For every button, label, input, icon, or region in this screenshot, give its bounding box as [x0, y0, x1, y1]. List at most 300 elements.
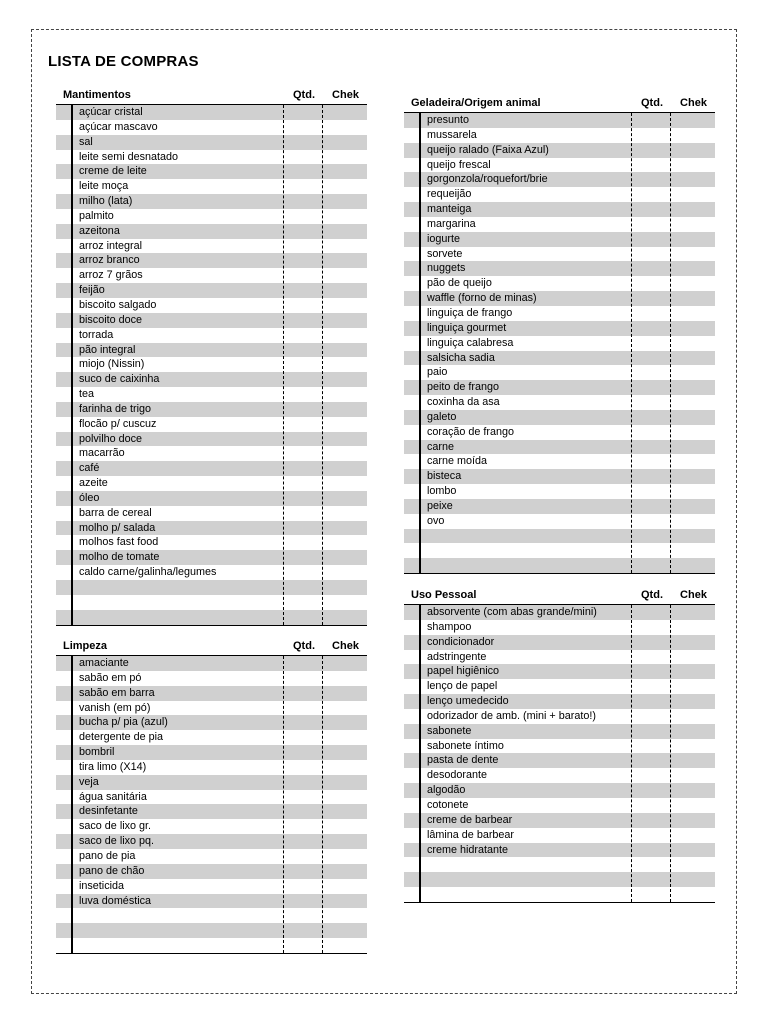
qtd-cell[interactable]: [632, 543, 672, 558]
qtd-input[interactable]: [286, 939, 320, 951]
qtd-cell[interactable]: [284, 849, 324, 864]
qtd-cell[interactable]: [284, 446, 324, 461]
chek-cell[interactable]: [324, 834, 367, 849]
chek-cell[interactable]: [672, 872, 715, 887]
qtd-input[interactable]: [286, 746, 320, 758]
chek-cell[interactable]: [672, 887, 715, 902]
chek-cell[interactable]: [672, 620, 715, 635]
qtd-cell[interactable]: [284, 239, 324, 254]
chek-cell[interactable]: [324, 775, 367, 790]
chek-cell[interactable]: [672, 798, 715, 813]
qtd-input[interactable]: [634, 665, 668, 677]
chek-cell[interactable]: [672, 158, 715, 173]
qtd-cell[interactable]: [632, 484, 672, 499]
qtd-input[interactable]: [634, 426, 668, 438]
qtd-cell[interactable]: [284, 209, 324, 224]
qtd-input[interactable]: [634, 814, 668, 826]
chek-cell[interactable]: [324, 535, 367, 550]
qtd-cell[interactable]: [284, 506, 324, 521]
qtd-input[interactable]: [286, 195, 320, 207]
qtd-cell[interactable]: [284, 224, 324, 239]
chek-cell[interactable]: [324, 164, 367, 179]
chek-cell[interactable]: [324, 671, 367, 686]
qtd-cell[interactable]: [284, 387, 324, 402]
qtd-input[interactable]: [634, 544, 668, 556]
qtd-cell[interactable]: [632, 306, 672, 321]
qtd-input[interactable]: [286, 566, 320, 578]
chek-cell[interactable]: [324, 476, 367, 491]
qtd-input[interactable]: [634, 455, 668, 467]
qtd-input[interactable]: [634, 277, 668, 289]
qtd-cell[interactable]: [632, 454, 672, 469]
qtd-cell[interactable]: [632, 113, 672, 128]
qtd-cell[interactable]: [284, 417, 324, 432]
qtd-cell[interactable]: [284, 253, 324, 268]
chek-cell[interactable]: [672, 739, 715, 754]
chek-cell[interactable]: [324, 864, 367, 879]
qtd-cell[interactable]: [284, 686, 324, 701]
chek-cell[interactable]: [672, 709, 715, 724]
qtd-cell[interactable]: [284, 760, 324, 775]
qtd-input[interactable]: [634, 233, 668, 245]
qtd-cell[interactable]: [632, 857, 672, 872]
chek-cell[interactable]: [324, 432, 367, 447]
chek-cell[interactable]: [672, 113, 715, 128]
qtd-cell[interactable]: [284, 343, 324, 358]
chek-cell[interactable]: [672, 187, 715, 202]
chek-cell[interactable]: [324, 179, 367, 194]
qtd-cell[interactable]: [632, 128, 672, 143]
qtd-input[interactable]: [634, 144, 668, 156]
chek-cell[interactable]: [324, 120, 367, 135]
chek-cell[interactable]: [324, 491, 367, 506]
qtd-input[interactable]: [286, 850, 320, 862]
chek-cell[interactable]: [324, 298, 367, 313]
qtd-cell[interactable]: [284, 535, 324, 550]
chek-cell[interactable]: [672, 828, 715, 843]
chek-cell[interactable]: [324, 357, 367, 372]
qtd-cell[interactable]: [632, 887, 672, 902]
chek-cell[interactable]: [672, 321, 715, 336]
qtd-input[interactable]: [286, 776, 320, 788]
qtd-input[interactable]: [286, 329, 320, 341]
qtd-cell[interactable]: [632, 739, 672, 754]
qtd-input[interactable]: [634, 636, 668, 648]
qtd-cell[interactable]: [284, 164, 324, 179]
qtd-input[interactable]: [286, 447, 320, 459]
qtd-input[interactable]: [286, 314, 320, 326]
chek-cell[interactable]: [672, 351, 715, 366]
qtd-cell[interactable]: [284, 730, 324, 745]
chek-cell[interactable]: [672, 247, 715, 262]
qtd-cell[interactable]: [284, 894, 324, 909]
chek-cell[interactable]: [672, 768, 715, 783]
chek-cell[interactable]: [324, 105, 367, 120]
qtd-input[interactable]: [286, 880, 320, 892]
qtd-input[interactable]: [634, 606, 668, 618]
qtd-input[interactable]: [634, 621, 668, 633]
qtd-input[interactable]: [634, 114, 668, 126]
qtd-cell[interactable]: [284, 834, 324, 849]
qtd-cell[interactable]: [284, 105, 324, 120]
chek-cell[interactable]: [672, 650, 715, 665]
qtd-cell[interactable]: [284, 402, 324, 417]
qtd-input[interactable]: [634, 754, 668, 766]
qtd-input[interactable]: [286, 344, 320, 356]
chek-cell[interactable]: [672, 724, 715, 739]
chek-cell[interactable]: [672, 469, 715, 484]
qtd-input[interactable]: [286, 225, 320, 237]
qtd-cell[interactable]: [284, 775, 324, 790]
qtd-cell[interactable]: [284, 491, 324, 506]
qtd-cell[interactable]: [632, 620, 672, 635]
qtd-input[interactable]: [286, 687, 320, 699]
qtd-cell[interactable]: [632, 650, 672, 665]
qtd-input[interactable]: [286, 835, 320, 847]
qtd-input[interactable]: [634, 500, 668, 512]
qtd-input[interactable]: [286, 477, 320, 489]
qtd-input[interactable]: [286, 507, 320, 519]
chek-cell[interactable]: [672, 843, 715, 858]
chek-cell[interactable]: [324, 283, 367, 298]
qtd-cell[interactable]: [632, 768, 672, 783]
qtd-input[interactable]: [286, 581, 320, 593]
chek-cell[interactable]: [672, 217, 715, 232]
qtd-cell[interactable]: [284, 194, 324, 209]
chek-cell[interactable]: [672, 291, 715, 306]
qtd-input[interactable]: [286, 731, 320, 743]
chek-cell[interactable]: [324, 343, 367, 358]
chek-cell[interactable]: [672, 543, 715, 558]
qtd-cell[interactable]: [284, 580, 324, 595]
qtd-cell[interactable]: [284, 565, 324, 580]
qtd-cell[interactable]: [284, 864, 324, 879]
qtd-cell[interactable]: [632, 664, 672, 679]
chek-cell[interactable]: [672, 605, 715, 620]
qtd-input[interactable]: [286, 924, 320, 936]
qtd-cell[interactable]: [284, 701, 324, 716]
chek-cell[interactable]: [324, 402, 367, 417]
chek-cell[interactable]: [672, 365, 715, 380]
qtd-cell[interactable]: [632, 261, 672, 276]
qtd-cell[interactable]: [632, 351, 672, 366]
qtd-input[interactable]: [634, 710, 668, 722]
chek-cell[interactable]: [672, 484, 715, 499]
qtd-input[interactable]: [286, 433, 320, 445]
chek-cell[interactable]: [672, 128, 715, 143]
qtd-cell[interactable]: [284, 521, 324, 536]
qtd-cell[interactable]: [284, 550, 324, 565]
qtd-cell[interactable]: [284, 461, 324, 476]
qtd-cell[interactable]: [632, 783, 672, 798]
chek-cell[interactable]: [324, 135, 367, 150]
qtd-input[interactable]: [286, 388, 320, 400]
qtd-cell[interactable]: [284, 879, 324, 894]
qtd-input[interactable]: [634, 129, 668, 141]
qtd-input[interactable]: [634, 784, 668, 796]
qtd-input[interactable]: [286, 418, 320, 430]
qtd-cell[interactable]: [284, 150, 324, 165]
chek-cell[interactable]: [324, 461, 367, 476]
chek-cell[interactable]: [324, 328, 367, 343]
chek-cell[interactable]: [324, 521, 367, 536]
qtd-cell[interactable]: [284, 476, 324, 491]
chek-cell[interactable]: [324, 894, 367, 909]
chek-cell[interactable]: [324, 580, 367, 595]
chek-cell[interactable]: [672, 232, 715, 247]
qtd-cell[interactable]: [284, 745, 324, 760]
qtd-cell[interactable]: [284, 328, 324, 343]
qtd-input[interactable]: [634, 530, 668, 542]
qtd-cell[interactable]: [632, 724, 672, 739]
qtd-input[interactable]: [634, 396, 668, 408]
qtd-cell[interactable]: [284, 804, 324, 819]
qtd-input[interactable]: [634, 262, 668, 274]
chek-cell[interactable]: [672, 499, 715, 514]
qtd-cell[interactable]: [284, 790, 324, 805]
chek-cell[interactable]: [672, 694, 715, 709]
qtd-cell[interactable]: [632, 425, 672, 440]
qtd-cell[interactable]: [632, 843, 672, 858]
qtd-input[interactable]: [286, 820, 320, 832]
qtd-input[interactable]: [286, 909, 320, 921]
qtd-cell[interactable]: [284, 120, 324, 135]
qtd-input[interactable]: [286, 180, 320, 192]
qtd-input[interactable]: [286, 865, 320, 877]
qtd-cell[interactable]: [284, 268, 324, 283]
qtd-input[interactable]: [286, 492, 320, 504]
qtd-input[interactable]: [286, 536, 320, 548]
chek-cell[interactable]: [672, 202, 715, 217]
chek-cell[interactable]: [672, 454, 715, 469]
qtd-input[interactable]: [286, 702, 320, 714]
qtd-cell[interactable]: [632, 217, 672, 232]
qtd-input[interactable]: [286, 151, 320, 163]
qtd-input[interactable]: [286, 551, 320, 563]
qtd-cell[interactable]: [632, 514, 672, 529]
qtd-cell[interactable]: [632, 276, 672, 291]
qtd-cell[interactable]: [632, 395, 672, 410]
qtd-cell[interactable]: [632, 172, 672, 187]
qtd-input[interactable]: [634, 680, 668, 692]
chek-cell[interactable]: [324, 849, 367, 864]
qtd-input[interactable]: [286, 403, 320, 415]
qtd-input[interactable]: [286, 657, 320, 669]
chek-cell[interactable]: [324, 908, 367, 923]
chek-cell[interactable]: [324, 224, 367, 239]
qtd-input[interactable]: [634, 470, 668, 482]
qtd-input[interactable]: [634, 159, 668, 171]
qtd-input[interactable]: [634, 888, 668, 900]
chek-cell[interactable]: [324, 150, 367, 165]
qtd-input[interactable]: [634, 769, 668, 781]
chek-cell[interactable]: [672, 380, 715, 395]
qtd-input[interactable]: [286, 716, 320, 728]
qtd-input[interactable]: [634, 188, 668, 200]
qtd-cell[interactable]: [284, 283, 324, 298]
qtd-cell[interactable]: [632, 679, 672, 694]
qtd-input[interactable]: [286, 895, 320, 907]
qtd-input[interactable]: [634, 485, 668, 497]
chek-cell[interactable]: [324, 730, 367, 745]
qtd-input[interactable]: [634, 725, 668, 737]
chek-cell[interactable]: [324, 701, 367, 716]
qtd-cell[interactable]: [284, 179, 324, 194]
chek-cell[interactable]: [324, 268, 367, 283]
chek-cell[interactable]: [324, 506, 367, 521]
qtd-input[interactable]: [286, 254, 320, 266]
qtd-input[interactable]: [634, 829, 668, 841]
qtd-input[interactable]: [634, 307, 668, 319]
chek-cell[interactable]: [672, 143, 715, 158]
chek-cell[interactable]: [672, 425, 715, 440]
qtd-cell[interactable]: [284, 908, 324, 923]
qtd-input[interactable]: [634, 695, 668, 707]
chek-cell[interactable]: [324, 550, 367, 565]
chek-cell[interactable]: [672, 514, 715, 529]
qtd-cell[interactable]: [632, 321, 672, 336]
qtd-cell[interactable]: [284, 656, 324, 671]
qtd-input[interactable]: [286, 596, 320, 608]
chek-cell[interactable]: [672, 261, 715, 276]
qtd-input[interactable]: [634, 337, 668, 349]
chek-cell[interactable]: [324, 760, 367, 775]
qtd-cell[interactable]: [632, 365, 672, 380]
chek-cell[interactable]: [324, 239, 367, 254]
qtd-cell[interactable]: [632, 232, 672, 247]
chek-cell[interactable]: [672, 306, 715, 321]
chek-cell[interactable]: [324, 804, 367, 819]
qtd-cell[interactable]: [284, 923, 324, 938]
qtd-cell[interactable]: [632, 158, 672, 173]
chek-cell[interactable]: [672, 336, 715, 351]
chek-cell[interactable]: [672, 783, 715, 798]
qtd-cell[interactable]: [632, 143, 672, 158]
chek-cell[interactable]: [324, 715, 367, 730]
qtd-input[interactable]: [286, 240, 320, 252]
qtd-cell[interactable]: [284, 357, 324, 372]
qtd-cell[interactable]: [284, 715, 324, 730]
qtd-input[interactable]: [286, 791, 320, 803]
qtd-input[interactable]: [286, 761, 320, 773]
qtd-input[interactable]: [286, 672, 320, 684]
qtd-input[interactable]: [286, 106, 320, 118]
qtd-cell[interactable]: [284, 819, 324, 834]
qtd-input[interactable]: [286, 284, 320, 296]
qtd-cell[interactable]: [284, 671, 324, 686]
qtd-cell[interactable]: [284, 595, 324, 610]
chek-cell[interactable]: [324, 372, 367, 387]
chek-cell[interactable]: [324, 879, 367, 894]
chek-cell[interactable]: [672, 635, 715, 650]
qtd-cell[interactable]: [284, 432, 324, 447]
qtd-input[interactable]: [286, 462, 320, 474]
qtd-input[interactable]: [634, 411, 668, 423]
chek-cell[interactable]: [324, 387, 367, 402]
qtd-cell[interactable]: [632, 380, 672, 395]
chek-cell[interactable]: [324, 313, 367, 328]
qtd-input[interactable]: [286, 611, 320, 623]
qtd-input[interactable]: [286, 165, 320, 177]
chek-cell[interactable]: [324, 656, 367, 671]
qtd-cell[interactable]: [632, 798, 672, 813]
qtd-cell[interactable]: [632, 499, 672, 514]
chek-cell[interactable]: [324, 446, 367, 461]
qtd-cell[interactable]: [632, 247, 672, 262]
qtd-input[interactable]: [634, 173, 668, 185]
qtd-cell[interactable]: [632, 529, 672, 544]
qtd-input[interactable]: [286, 299, 320, 311]
qtd-input[interactable]: [286, 121, 320, 133]
qtd-cell[interactable]: [632, 410, 672, 425]
qtd-cell[interactable]: [284, 938, 324, 953]
chek-cell[interactable]: [324, 745, 367, 760]
chek-cell[interactable]: [672, 857, 715, 872]
chek-cell[interactable]: [324, 209, 367, 224]
qtd-input[interactable]: [286, 522, 320, 534]
qtd-input[interactable]: [634, 441, 668, 453]
qtd-input[interactable]: [634, 559, 668, 571]
chek-cell[interactable]: [324, 253, 367, 268]
qtd-cell[interactable]: [284, 135, 324, 150]
chek-cell[interactable]: [672, 172, 715, 187]
chek-cell[interactable]: [672, 813, 715, 828]
qtd-cell[interactable]: [632, 828, 672, 843]
qtd-cell[interactable]: [632, 558, 672, 573]
qtd-cell[interactable]: [632, 605, 672, 620]
chek-cell[interactable]: [672, 558, 715, 573]
qtd-input[interactable]: [634, 515, 668, 527]
chek-cell[interactable]: [672, 529, 715, 544]
qtd-input[interactable]: [634, 218, 668, 230]
chek-cell[interactable]: [324, 610, 367, 625]
chek-cell[interactable]: [324, 194, 367, 209]
qtd-cell[interactable]: [632, 291, 672, 306]
chek-cell[interactable]: [324, 417, 367, 432]
qtd-cell[interactable]: [284, 313, 324, 328]
chek-cell[interactable]: [324, 819, 367, 834]
chek-cell[interactable]: [324, 595, 367, 610]
qtd-cell[interactable]: [284, 372, 324, 387]
qtd-cell[interactable]: [632, 202, 672, 217]
chek-cell[interactable]: [672, 679, 715, 694]
chek-cell[interactable]: [324, 565, 367, 580]
chek-cell[interactable]: [672, 276, 715, 291]
chek-cell[interactable]: [672, 395, 715, 410]
qtd-cell[interactable]: [632, 440, 672, 455]
chek-cell[interactable]: [672, 753, 715, 768]
qtd-input[interactable]: [634, 203, 668, 215]
qtd-cell[interactable]: [632, 694, 672, 709]
qtd-input[interactable]: [634, 248, 668, 260]
qtd-input[interactable]: [634, 366, 668, 378]
qtd-cell[interactable]: [632, 635, 672, 650]
qtd-cell[interactable]: [632, 336, 672, 351]
chek-cell[interactable]: [672, 410, 715, 425]
qtd-cell[interactable]: [632, 813, 672, 828]
qtd-cell[interactable]: [284, 610, 324, 625]
qtd-cell[interactable]: [632, 469, 672, 484]
chek-cell[interactable]: [324, 923, 367, 938]
chek-cell[interactable]: [672, 664, 715, 679]
qtd-input[interactable]: [634, 844, 668, 856]
qtd-cell[interactable]: [632, 753, 672, 768]
qtd-cell[interactable]: [632, 187, 672, 202]
qtd-input[interactable]: [286, 269, 320, 281]
qtd-input[interactable]: [634, 352, 668, 364]
chek-cell[interactable]: [672, 440, 715, 455]
qtd-input[interactable]: [634, 740, 668, 752]
